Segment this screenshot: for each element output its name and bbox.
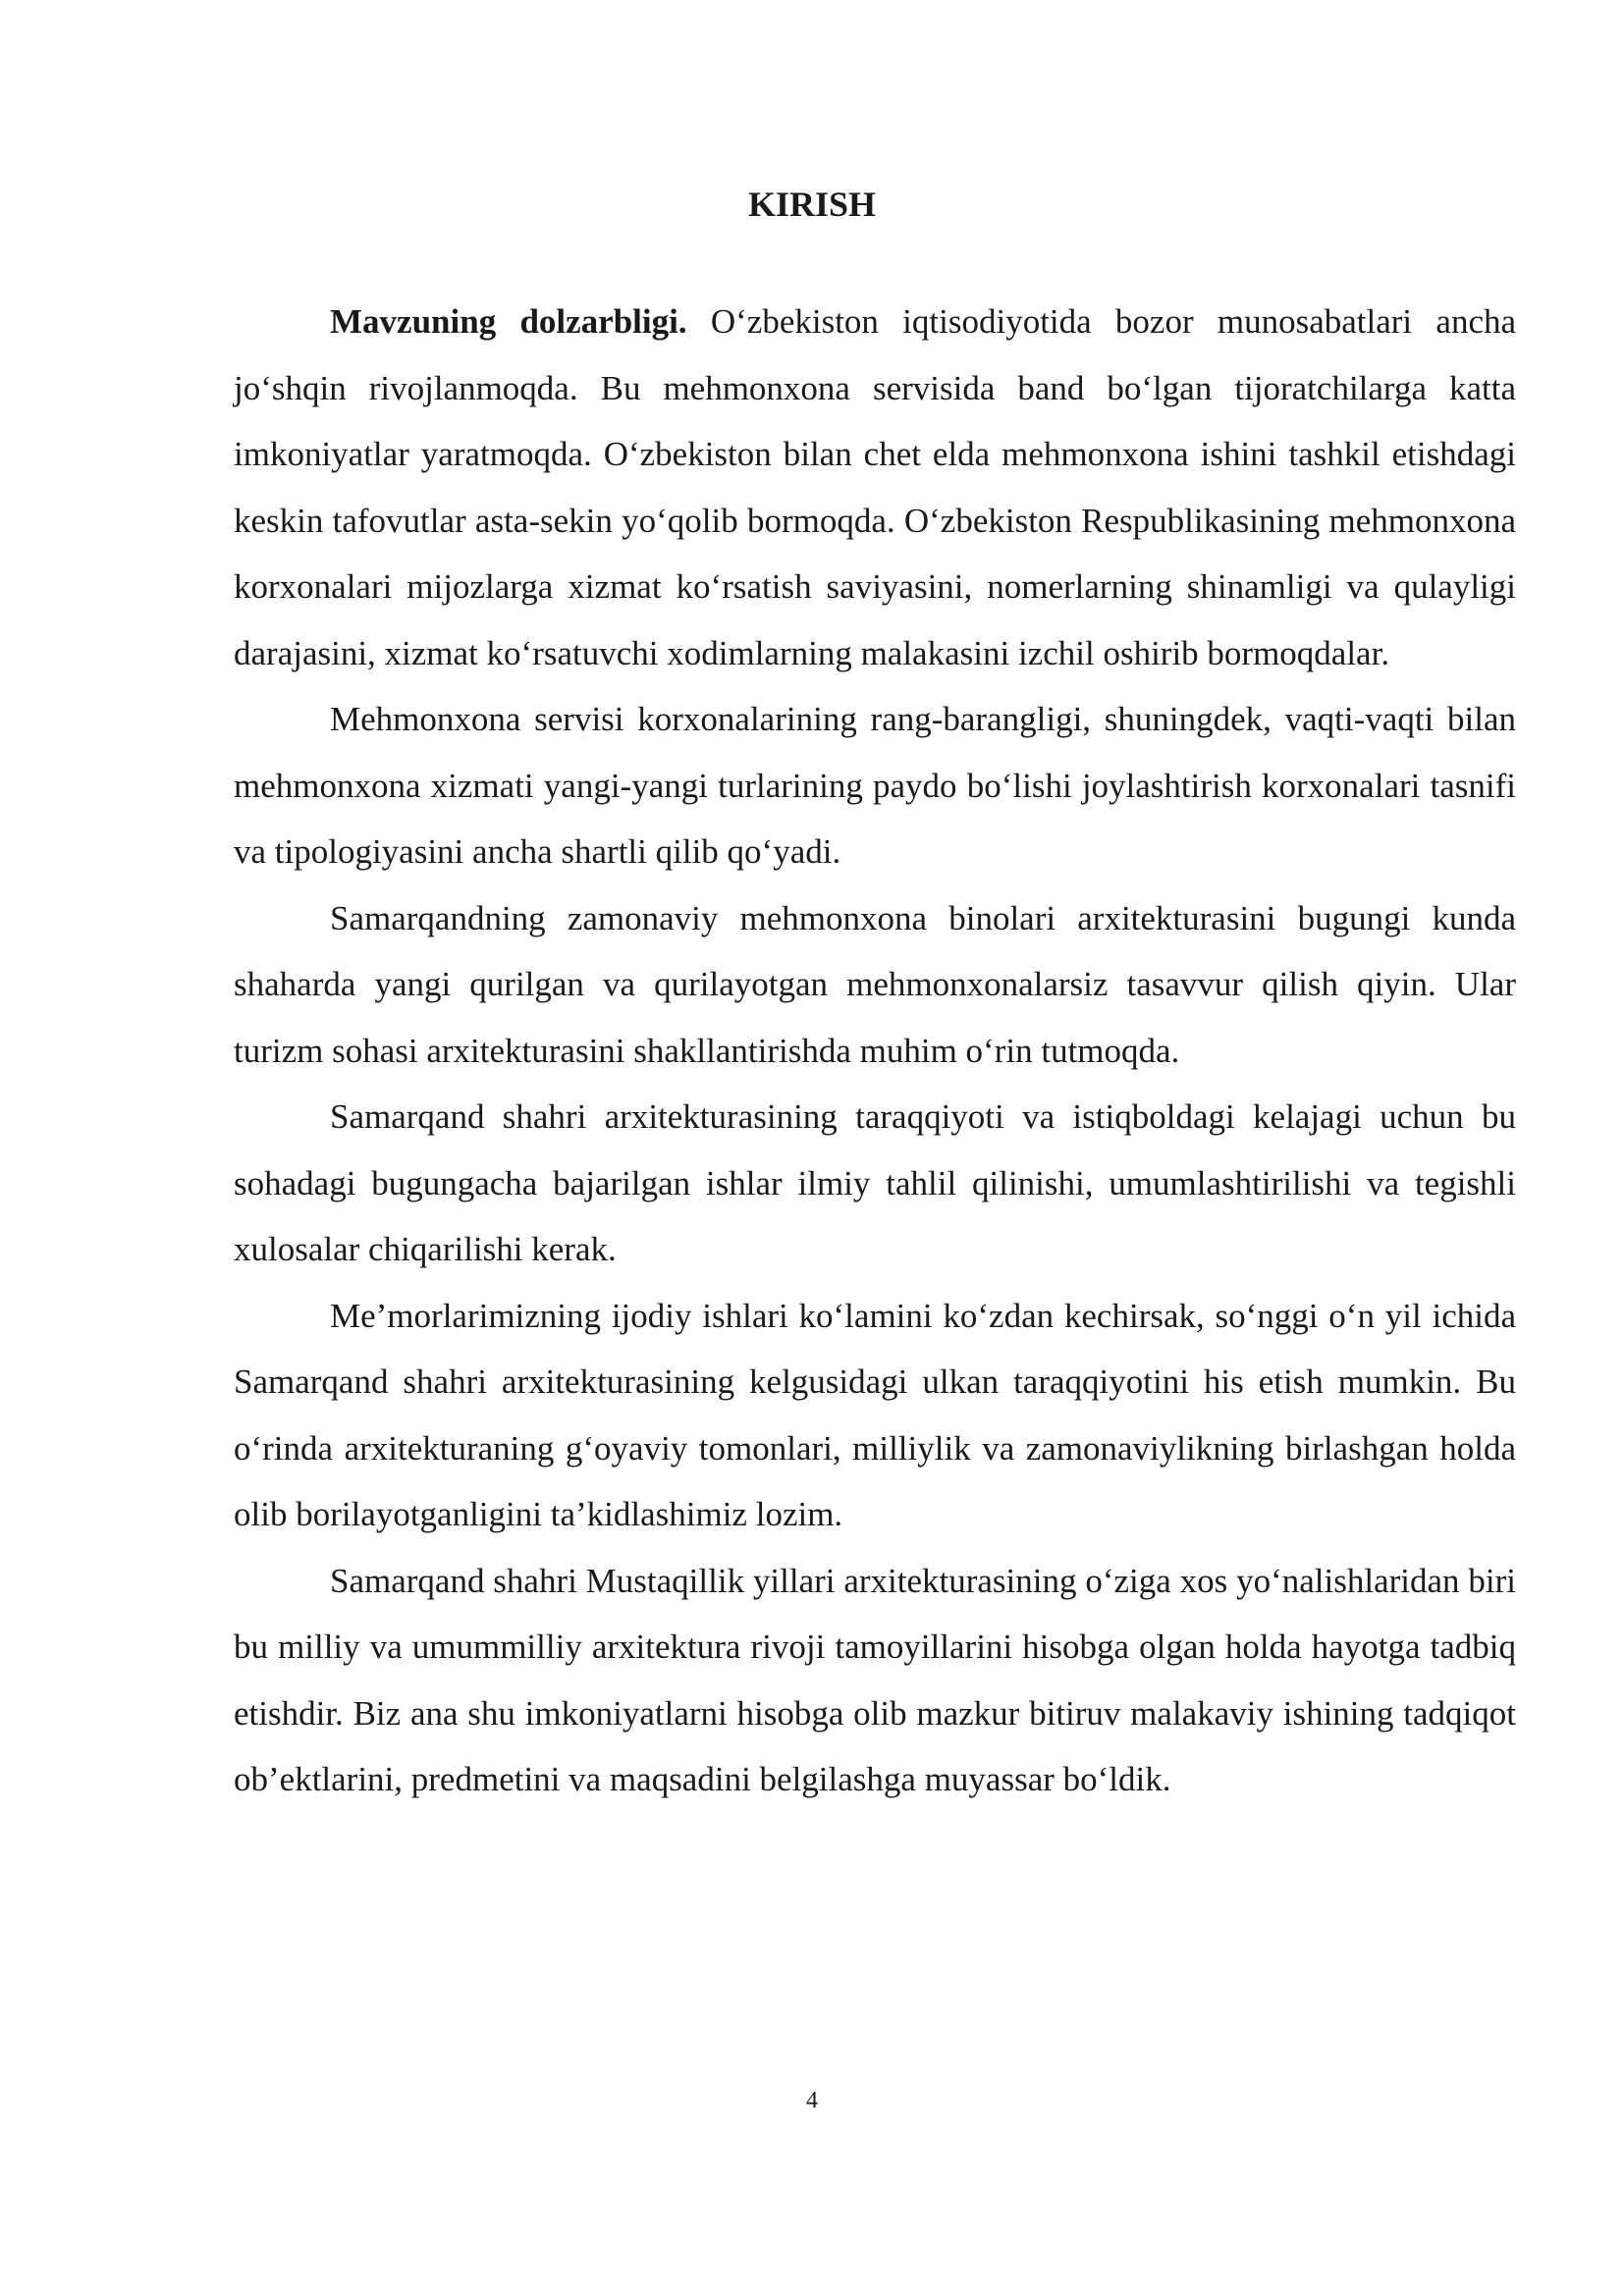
page-title: KIRISH	[747, 185, 877, 224]
page-number: 4	[806, 2088, 818, 2113]
body-text	[234, 289, 1516, 1813]
paragraph-architects-work: Me’morlarimizning ijodiy ishlari ko‘lamini ko‘zdan kechirsak, so‘nggi o‘n yil ichida Samarqand shahri arxitekturasining kelgusidagi ulkan taraqqiyotini his etish mumkin. Bu o‘rinda arxitekturaning g‘oyaviy tomonlari, milliylik va zamonaviylikning birlashgan holda olib borilayotganligini ta’kidlashimiz lozim.	[234, 1296, 1516, 1533]
paragraph-hotel-diversity: Mehmonxona servisi korxonalarining rang-barangligi, shuningdek, vaqti-vaqti bilan mehmonxona xizmati yangi-yangi turlarining paydo bo‘lishi joylashtirish korxonalari tasnifi va tipologiyasini ancha shartli qilib qo‘yadi.	[234, 700, 1516, 871]
paragraph-architecture-development: Samarqand shahri arxitekturasining taraqqiyoti va istiqboldagi kelajagi uchun bu sohadagi bugungacha bajarilgan ishlar ilmiy tahlil qilinishi, umumlashtirilishi va tegishli xulosalar chiqarilishi kerak.	[234, 1097, 1516, 1268]
paragraph-relevance	[234, 289, 1516, 686]
paragraph-text: O‘zbekiston iqtisodiyotida bozor munosabatlari ancha jo‘shqin rivojlanmoqda. Bu mehmonxona servisida band bo‘lgan tijoratchilarga katta imkoniyatlar yaratmoqda. O‘zbekiston bilan chet elda mehmonxona ishini tashkil etishdagi keskin tafovutlar asta-sekin yo‘qolib bormoqda. O‘zbekiston Respublikasining mehmonxona korxonalari mijozlarga xizmat ko‘rsatish saviyasini, nomerlarning shinamligi va qulayligi darajasini, xizmat ko‘rsatuvchi xodimlarning malakasini izchil oshirib bormoqdalar.	[234, 302, 1517, 672]
paragraph-lead: Mavzuning dolzarbligi.	[330, 302, 687, 341]
paragraph-samarkand-hotels: Samarqandning zamonaviy mehmonxona binolari arxitekturasini bugungi kunda shaharda yangi qurilgan va qurilayotgan mehmonxonalarsiz tasavvur qilish qiyin. Ular turizm sohasi arxitekturasini shakllantirishda muhim o‘rin tutmoqda.	[234, 898, 1516, 1070]
paragraph-independence-architecture: Samarqand shahri Mustaqillik yillari arxitekturasining o‘ziga xos yo‘nalishlaridan biri bu milliy va umummilliy arxitektura rivoji tamoyillarini hisobga olgan holda hayotga tadbiq etishdir. Biz ana shu imkoniyatlarni hisobga olib mazkur bitiruv malakaviy ishining tadqiqot ob’ektlarini, predmetini va maqsadini belgilashga muyassar bo‘ldik.	[234, 1561, 1516, 1798]
